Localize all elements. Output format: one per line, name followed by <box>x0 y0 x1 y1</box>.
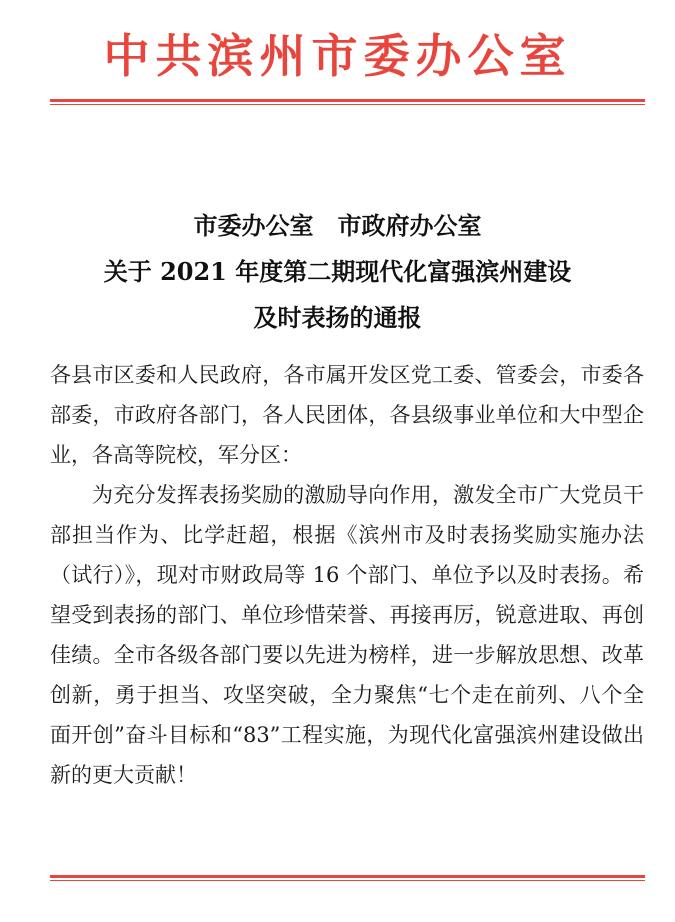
document-title <box>0 203 675 341</box>
title-line-subject-end: 及时表扬的通报 <box>253 303 422 332</box>
masthead-red-rule <box>50 99 645 105</box>
document-masthead: 中共滨州市委办公室 <box>103 29 572 83</box>
main-paragraph: 为充分发挥表扬奖励的激励导向作用，激发全市广大党员干部担当作为、比学赶超，根据《滨州市及时表扬奖励实施办法（试行）》，现对市财政局等 16 个部门、单位予以及时表扬。希望受到表扬的部门、单位珍惜荣誉、再接再厉，锐意进取、再创佳绩。全市各级各部门要以先进为榜样，进一步解放思想、改革创新，勇于担当、攻坚突破，全力聚焦“七个走在前列、八个全面开创”奋斗目标和“83”工程实施，为现代化富强滨州建设做出新的更大贡献！ <box>50 483 644 787</box>
footer-red-rule <box>50 875 645 881</box>
title-line-issuers: 市委办公室 市政府办公室 <box>193 211 482 240</box>
title-line-subject: 关于 2021 年度第二期现代化富强滨州建设 <box>103 257 572 286</box>
salutation-paragraph: 各县市区委和人民政府，各市属开发区党工委、管委会，市委各部委，市政府各部门，各人民团体，各县级事业单位和大中型企业，各高等院校，军分区： <box>50 363 644 467</box>
document-body <box>50 355 644 795</box>
